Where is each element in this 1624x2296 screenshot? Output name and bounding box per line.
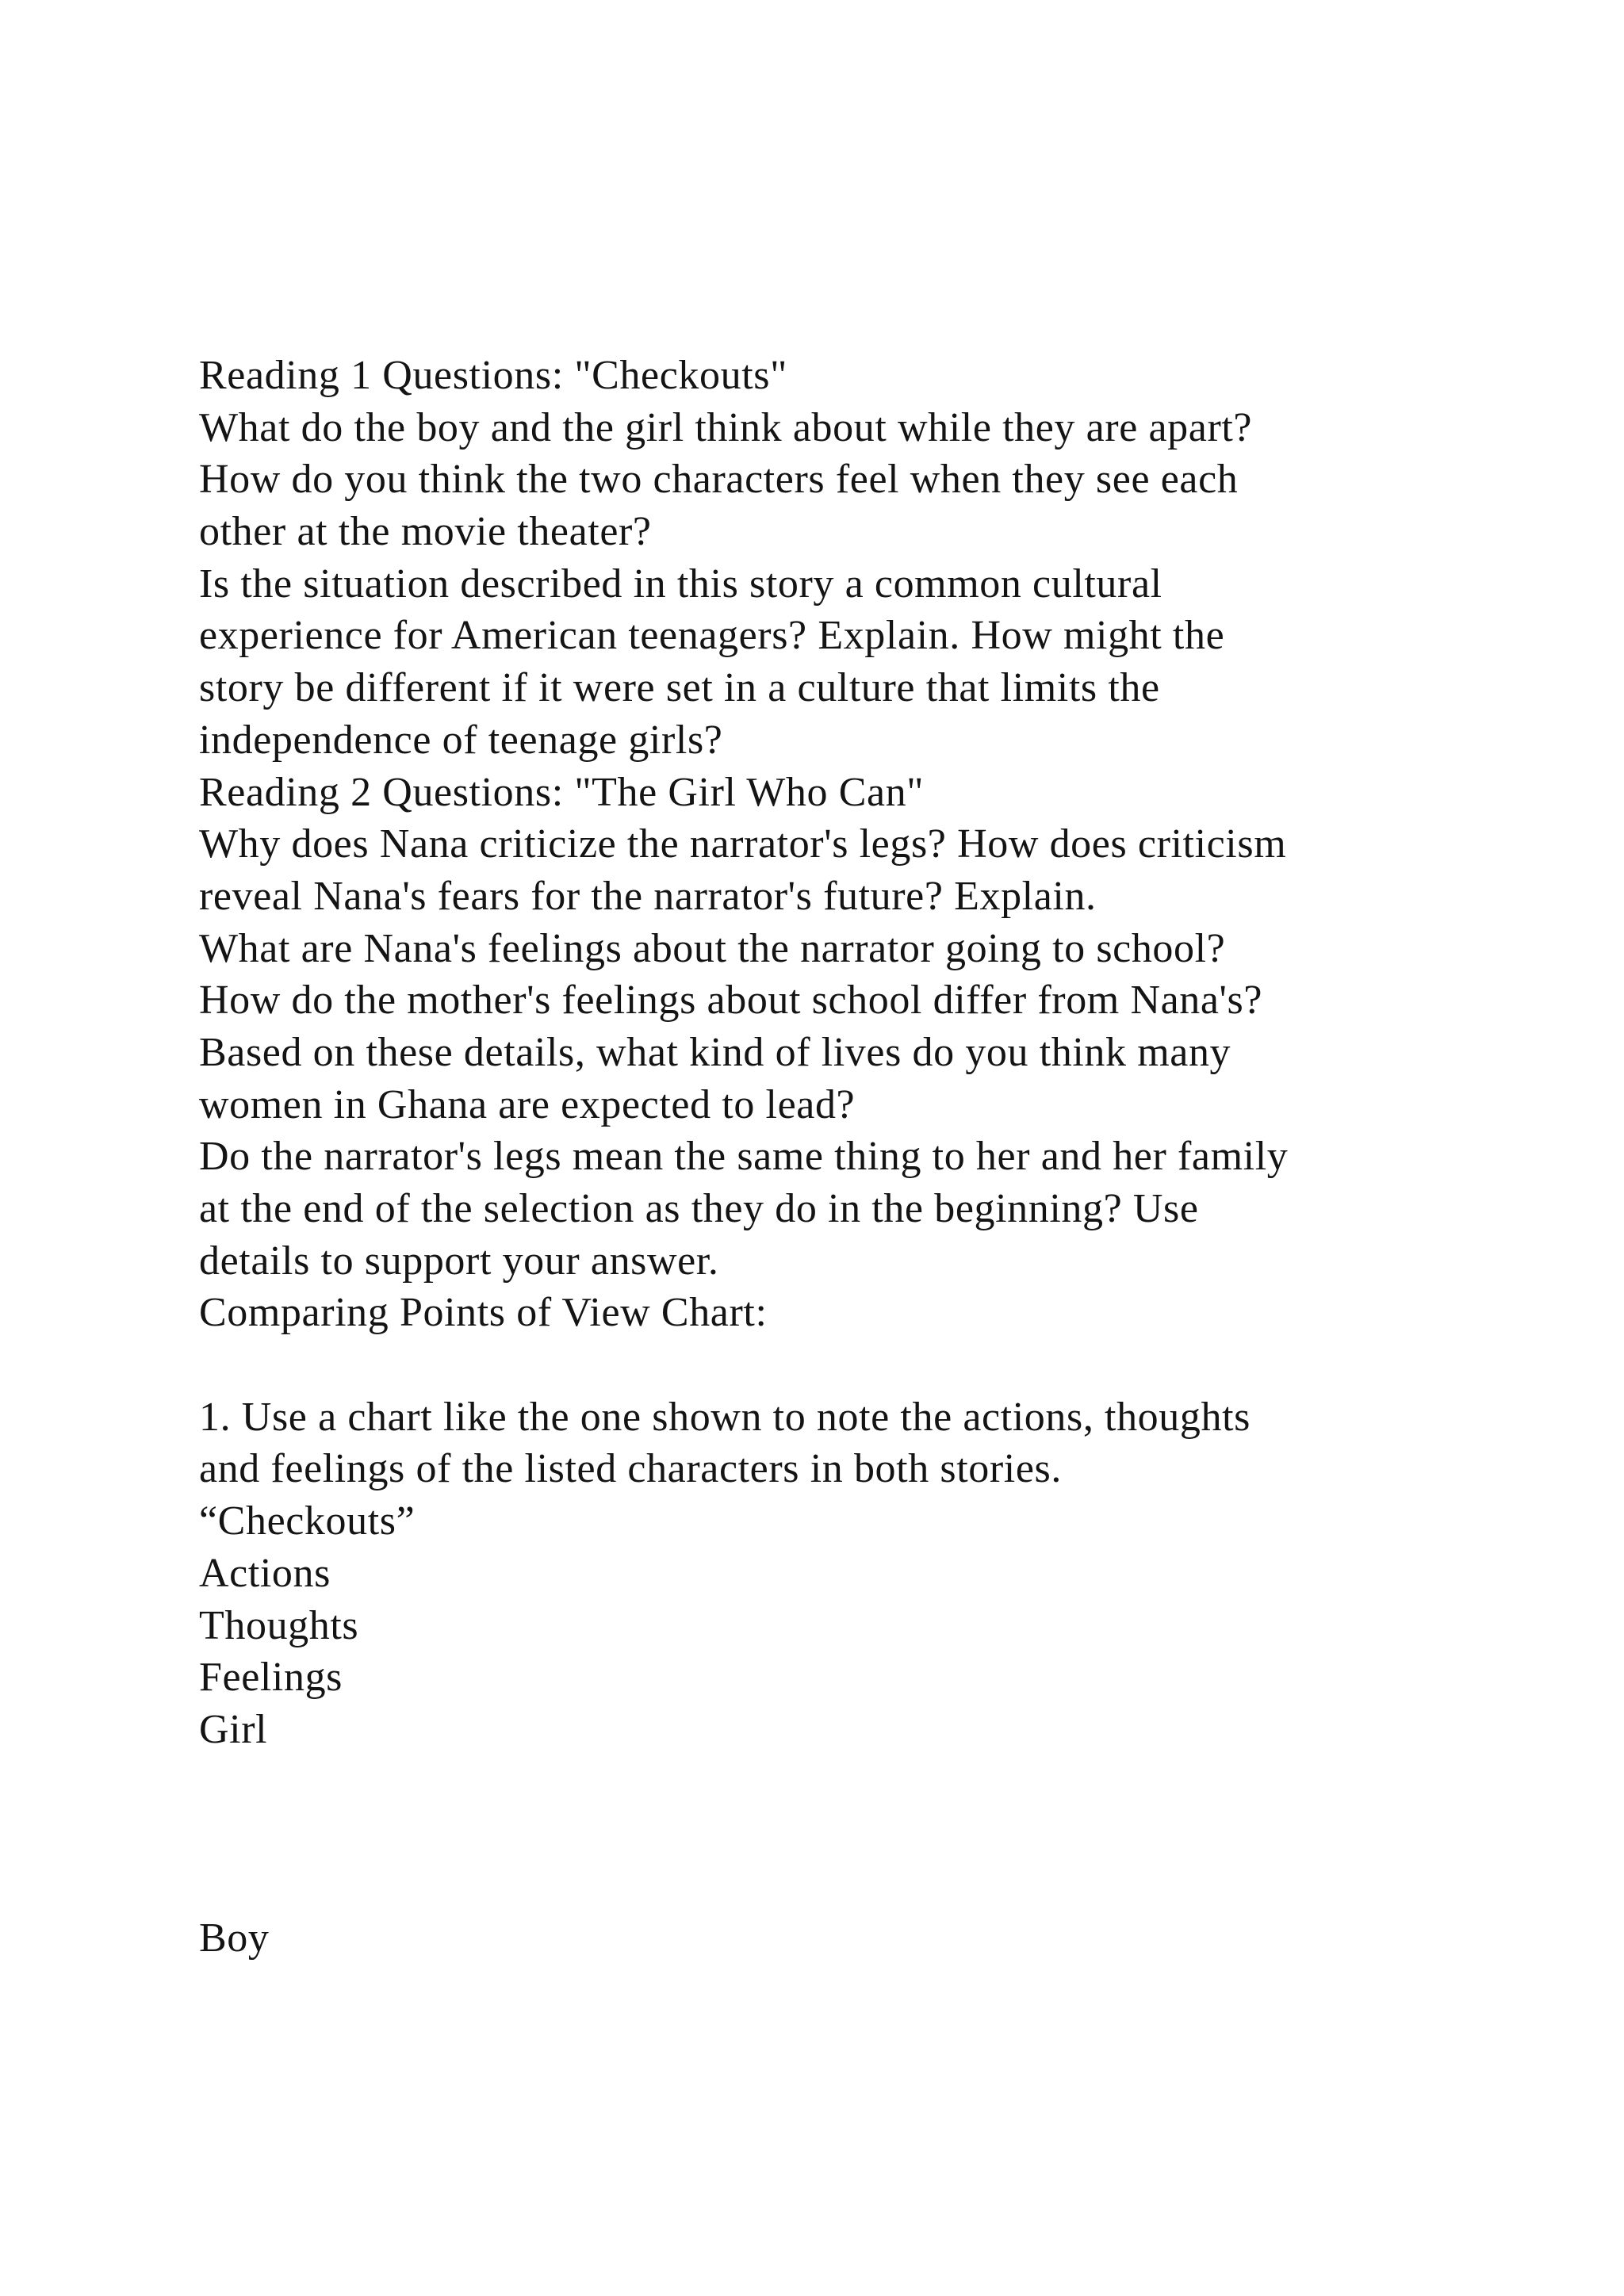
reading1-heading: Reading 1 Questions: "Checkouts": [199, 353, 787, 398]
reading2-question-2-line-3: Based on these details, what kind of lives do you think many: [199, 1029, 1231, 1075]
chart-instruction-line-1: 1. Use a chart like the one shown to note the actions, thoughts: [199, 1394, 1251, 1440]
reading2-question-2-line-1: What are Nana's feelings about the narrator going to school?: [199, 925, 1226, 971]
chart-column-feelings: Feelings: [199, 1655, 343, 1701]
reading2-question-3-line-2: at the end of the selection as they do in the beginning? Use: [199, 1186, 1199, 1231]
reading1-question-3-line-3: story be different if it were set in a culture that limits the: [199, 665, 1160, 711]
chart-column-actions: Actions: [199, 1550, 331, 1596]
chart-row-girl: Girl: [199, 1706, 268, 1752]
reading2-question-3-line-1: Do the narrator's legs mean the same thing to her and her family: [199, 1134, 1289, 1180]
reading2-question-2-line-4: women in Ghana are expected to lead?: [199, 1081, 856, 1127]
blank-line: [199, 1808, 1500, 1860]
chart-section-heading: Comparing Points of View Chart:: [199, 1290, 768, 1336]
reading2-question-1-line-2: reveal Nana's fears for the narrator's future? Explain.: [199, 873, 1097, 919]
reading1-question-3-line-2: experience for American teenagers? Explain. How might the: [199, 613, 1225, 659]
blank-line: [199, 1756, 1500, 1808]
reading1-question-2-line-2: other at the movie theater?: [199, 509, 652, 555]
reading1-question-1: What do the boy and the girl think about while they are apart?: [199, 404, 1253, 450]
reading1-question-3-line-4: independence of teenage girls?: [199, 717, 723, 763]
chart-row-boy: Boy: [199, 1915, 270, 1961]
blank-line: [199, 1860, 1500, 1912]
chart-story-title: “Checkouts”: [199, 1498, 416, 1544]
reading2-question-2-line-2: How do the mother's feelings about school differ from Nana's?: [199, 978, 1263, 1024]
document-body: [199, 350, 1500, 1964]
reading2-heading: Reading 2 Questions: "The Girl Who Can": [199, 769, 925, 815]
reading1-question-3-line-1: Is the situation described in this story a common cultural: [199, 561, 1162, 607]
reading2-question-1-line-1: Why does Nana criticize the narrator's legs? How does criticism: [199, 821, 1287, 867]
blank-line: [199, 1339, 1500, 1391]
reading2-question-3-line-3: details to support your answer.: [199, 1238, 719, 1284]
chart-instruction-line-2: and feelings of the listed characters in both stories.: [199, 1446, 1062, 1492]
chart-column-thoughts: Thoughts: [199, 1602, 359, 1648]
reading1-question-2-line-1: How do you think the two characters feel when they see each: [199, 457, 1239, 503]
